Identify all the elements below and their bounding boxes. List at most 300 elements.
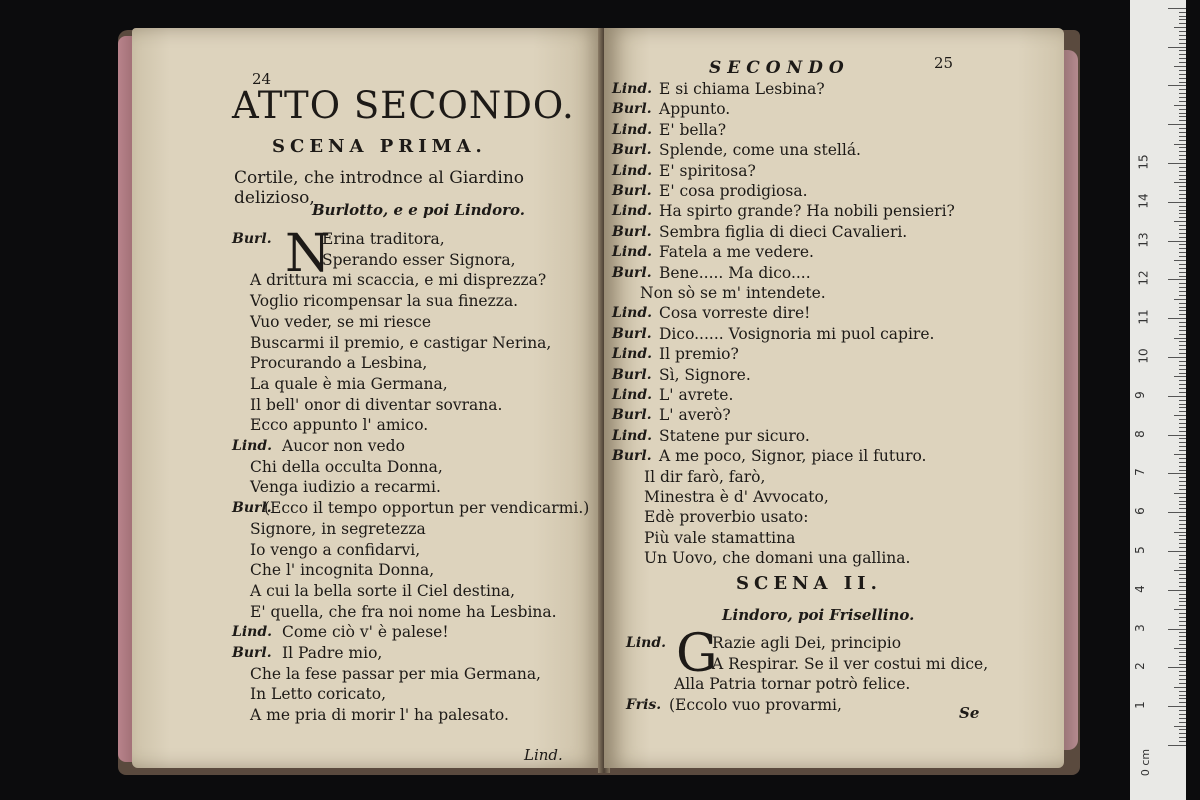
ruler-tick <box>1179 116 1186 117</box>
ruler-tick <box>1179 39 1186 40</box>
ruler-tick <box>1179 179 1186 180</box>
ruler-tick <box>1179 58 1186 59</box>
ruler-tick <box>1179 586 1186 587</box>
verse-line: E' spiritosa? <box>659 161 756 180</box>
ruler-tick <box>1179 679 1186 680</box>
verse-line: Voglio ricompensar la sua finezza. <box>250 292 519 311</box>
ruler-tick <box>1179 508 1186 509</box>
ruler-tick <box>1174 260 1186 261</box>
ruler-number: 12 <box>1136 270 1151 287</box>
ruler-tick <box>1179 97 1186 98</box>
ruler-tick <box>1179 248 1186 249</box>
ruler-tick <box>1179 559 1186 560</box>
ruler-tick <box>1168 202 1186 203</box>
ruler-tick <box>1174 648 1186 649</box>
ruler-tick <box>1179 652 1186 653</box>
speaker-label: Burl. <box>612 183 652 199</box>
ruler-unit-label: 0 cm <box>1139 748 1153 777</box>
verse-line: (Ecco il tempo opportun per vendicarmi.) <box>264 499 590 518</box>
ruler-tick <box>1179 489 1186 490</box>
verse-line: Venga iudizio a recarmi. <box>250 478 441 497</box>
ruler-tick <box>1179 310 1186 311</box>
ruler-tick <box>1179 54 1186 55</box>
ruler-number: 3 <box>1132 623 1147 632</box>
ruler-tick <box>1179 307 1186 308</box>
ruler-tick <box>1179 535 1186 536</box>
ruler-tick <box>1179 594 1186 595</box>
ruler-tick <box>1168 357 1186 358</box>
ruler-tick <box>1179 140 1186 141</box>
ruler-tick <box>1179 555 1186 556</box>
speaker-label: Burl. <box>612 264 652 281</box>
verse-line: E' quella, che fra noi nome ha Lesbina. <box>250 602 557 621</box>
page-number: 24 <box>252 70 272 88</box>
verse-line: Il Padre mio, <box>282 644 383 662</box>
ruler-tick <box>1179 485 1186 486</box>
ruler-tick <box>1179 477 1186 478</box>
ruler-tick <box>1179 504 1186 505</box>
ruler-tick <box>1174 27 1186 28</box>
ruler-tick <box>1179 147 1186 148</box>
ruler-tick <box>1179 516 1186 517</box>
ruler-tick <box>1179 691 1186 692</box>
ruler-tick <box>1179 291 1186 292</box>
ruler-tick <box>1179 698 1186 699</box>
speaker-label: Lind. <box>232 624 273 641</box>
ruler-tick <box>1179 737 1186 738</box>
scene-title: SCENA II. <box>736 573 882 594</box>
ruler-tick <box>1179 120 1186 121</box>
ruler-tick <box>1179 244 1186 245</box>
verse-line: Splende, come una stellá. <box>659 141 861 160</box>
verse-line: A me poco, Signor, piace il futuro. <box>659 447 927 466</box>
ruler-tick <box>1179 194 1186 195</box>
verse-line: Il dir farò, farò, <box>644 467 766 486</box>
ruler-tick <box>1179 70 1186 71</box>
ruler-tick <box>1179 361 1186 362</box>
ruler-tick <box>1174 609 1186 610</box>
speaker-label: Lind. <box>612 387 653 403</box>
ruler-tick <box>1179 16 1186 17</box>
ruler-tick <box>1179 50 1186 51</box>
ruler-tick <box>1179 167 1186 168</box>
ruler-tick <box>1179 198 1186 199</box>
verse-line: Buscarmi il premio, e castigar Nerina, <box>250 333 552 352</box>
ruler-tick <box>1179 369 1186 370</box>
ruler-number: 5 <box>1132 546 1147 554</box>
speaker-label: Lind. <box>612 427 653 444</box>
verse-line: Erina traditora, <box>322 230 445 248</box>
ruler-tick <box>1179 718 1186 719</box>
stage-direction: Cortile, che introdnce al Giardino delizioso, <box>234 168 525 208</box>
ruler-tick <box>1179 481 1186 482</box>
ruler-tick <box>1168 318 1186 319</box>
verse-line: Non sò se m' intendete. <box>640 284 826 302</box>
ruler-tick <box>1179 89 1186 90</box>
ruler-tick <box>1179 438 1186 439</box>
ruler-tick <box>1179 272 1186 273</box>
ruler-tick <box>1168 551 1186 552</box>
ruler-tick <box>1179 617 1186 618</box>
ruler-tick <box>1179 466 1186 467</box>
ruler-tick <box>1168 241 1186 242</box>
ruler-tick <box>1179 314 1186 315</box>
ruler-tick <box>1179 12 1186 13</box>
ruler-tick <box>1179 210 1186 211</box>
persons-list: Lindoro, poi Frisellino. <box>722 606 915 624</box>
ruler-number: 9 <box>1132 390 1147 399</box>
ruler-tick <box>1179 547 1186 548</box>
ruler-tick <box>1179 295 1186 296</box>
ruler-tick <box>1179 252 1186 253</box>
ruler-tick <box>1179 190 1186 191</box>
ruler-tick <box>1174 726 1186 727</box>
verse-line: (Eccolo vuo provarmi, <box>669 695 842 714</box>
left-page <box>132 28 604 768</box>
ruler-tick <box>1174 105 1186 106</box>
ruler-tick <box>1179 404 1186 405</box>
ruler-tick <box>1179 159 1186 160</box>
verse-line: Il premio? <box>659 345 739 364</box>
ruler-tick <box>1179 710 1186 711</box>
speaker-label: Lind. <box>612 346 653 363</box>
ruler-tick <box>1174 338 1186 339</box>
speaker-label: Lind. <box>612 203 653 220</box>
ruler-tick <box>1179 462 1186 463</box>
ruler-tick <box>1179 671 1186 672</box>
ruler-tick <box>1179 43 1186 44</box>
ruler-tick <box>1179 520 1186 521</box>
ruler-tick <box>1179 151 1186 152</box>
ruler-tick <box>1179 353 1186 354</box>
verse-line: A cui la bella sorte il Ciel destina, <box>250 581 516 600</box>
ruler-tick <box>1179 74 1186 75</box>
ruler-tick <box>1179 543 1186 544</box>
verse-line: Razie agli Dei, principio <box>712 634 902 652</box>
ruler-tick <box>1179 388 1186 389</box>
ruler-tick <box>1179 322 1186 323</box>
ruler-tick <box>1179 233 1186 234</box>
speaker-label: Burl. <box>612 407 652 424</box>
speaker-label: Lind. <box>612 162 653 179</box>
ruler-number: 15 <box>1136 154 1151 170</box>
ruler-tick <box>1179 62 1186 63</box>
speaker-label: Burl. <box>612 325 652 342</box>
ruler-tick <box>1179 632 1186 633</box>
verse-line: Dico...... Vosignoria mi puol capire. <box>659 324 935 343</box>
verse-line: Come ciò v' è palese! <box>282 623 449 642</box>
verse-line: Minestra è d' Avvocato, <box>644 488 829 506</box>
ruler-tick <box>1179 497 1186 498</box>
verse-line: Aucor non vedo <box>282 437 405 455</box>
ruler-tick <box>1179 283 1186 284</box>
verse-line: Signore, in segretezza <box>250 519 426 538</box>
ruler-tick <box>1179 78 1186 79</box>
ruler-tick <box>1168 745 1186 746</box>
ruler-tick <box>1179 675 1186 676</box>
ruler-tick <box>1174 299 1186 300</box>
verse-line: Sperando esser Signora, <box>322 250 516 269</box>
ruler-number: 13 <box>1136 231 1151 248</box>
ruler-tick <box>1179 31 1186 32</box>
verse-line: A Respirar. Se il ver costui mi dice, <box>712 654 989 673</box>
ruler-tick <box>1179 574 1186 575</box>
ruler-tick <box>1174 144 1186 145</box>
ruler-tick <box>1179 225 1186 226</box>
speaker-label: Lind. <box>612 244 653 261</box>
ruler-tick <box>1179 470 1186 471</box>
ruler-tick <box>1179 345 1186 346</box>
ruler-tick <box>1179 582 1186 583</box>
verse-line: A drittura mi scaccia, e mi disprezza? <box>250 271 547 290</box>
speaker-label: Burl. <box>612 101 652 118</box>
speaker-label: Burl. <box>612 366 652 383</box>
ruler-tick <box>1179 341 1186 342</box>
ruler-tick <box>1179 656 1186 657</box>
verse-line: La quale è mia Germana, <box>250 374 448 393</box>
running-head: SECONDO <box>709 58 850 78</box>
ruler-number: 1 <box>1132 701 1147 710</box>
speaker-label: Burl. <box>232 500 272 517</box>
ruler-tick <box>1179 380 1186 381</box>
verse-line: Alla Patria tornar potrò felice. <box>674 675 911 693</box>
ruler-tick <box>1179 82 1186 83</box>
ruler-tick <box>1179 268 1186 269</box>
ruler-tick <box>1168 512 1186 513</box>
ruler-tick <box>1179 431 1186 432</box>
ruler-tick <box>1174 415 1186 416</box>
speaker-label: Lind. <box>612 121 653 138</box>
speaker-label: Burl. <box>612 142 652 159</box>
verse-line: Ha spirto grande? Ha nobili pensieri? <box>659 202 955 221</box>
ruler-tick <box>1179 664 1186 665</box>
ruler-tick <box>1179 423 1186 424</box>
ruler-tick <box>1179 450 1186 451</box>
ruler-tick <box>1179 598 1186 599</box>
ruler-tick <box>1179 733 1186 734</box>
verse-line: Appunto. <box>659 100 731 119</box>
ruler-tick <box>1179 256 1186 257</box>
verse-line: E si chiama Lesbina? <box>659 80 825 98</box>
ruler-tick <box>1179 365 1186 366</box>
ruler-tick <box>1179 217 1186 218</box>
ruler-number: 4 <box>1132 584 1147 593</box>
ruler-tick <box>1168 706 1186 707</box>
ruler-tick <box>1179 109 1186 110</box>
ruler-number: 8 <box>1132 429 1147 438</box>
ruler-tick <box>1179 171 1186 172</box>
drop-cap: G <box>676 624 718 684</box>
ruler-tick <box>1179 303 1186 304</box>
ruler-number: 11 <box>1136 309 1151 325</box>
ruler-tick <box>1179 695 1186 696</box>
ruler-tick <box>1179 578 1186 579</box>
ruler-number: 10 <box>1136 348 1151 364</box>
verse-line: Che la fese passar per mia Germana, <box>250 664 541 683</box>
verse-line: Statene pur sicuro. <box>659 426 810 445</box>
measurement-ruler <box>1130 0 1186 800</box>
ruler-tick <box>1168 47 1186 48</box>
ruler-number: 14 <box>1136 193 1151 209</box>
ruler-tick <box>1179 373 1186 374</box>
verse-line: Sembra figlia di dieci Cavalieri. <box>659 222 908 241</box>
act-title: ATTO SECONDO. <box>232 84 575 127</box>
speaker-label: Burl. <box>612 448 652 465</box>
speaker-label: Lind. <box>612 305 653 322</box>
ruler-tick <box>1179 407 1186 408</box>
speaker-label: Lind. <box>626 635 667 651</box>
ruler-tick <box>1174 376 1186 377</box>
ruler-tick <box>1179 213 1186 214</box>
ruler-tick <box>1179 330 1186 331</box>
ruler-tick <box>1168 396 1186 397</box>
ruler-tick <box>1179 621 1186 622</box>
right-page <box>604 28 1064 768</box>
ruler-number: 7 <box>1132 468 1147 477</box>
ruler-tick <box>1179 35 1186 36</box>
ruler-tick <box>1168 435 1186 436</box>
verse-line: A me pria di morir l' ha palesato. <box>250 706 509 725</box>
verse-line: L' avrete. <box>659 386 734 404</box>
ruler-tick <box>1179 128 1186 129</box>
verse-line: Che l' incognita Donna, <box>250 561 435 580</box>
ruler-tick <box>1179 186 1186 187</box>
ruler-tick <box>1179 19 1186 20</box>
ruler-tick <box>1168 124 1186 125</box>
drop-cap: N <box>285 224 331 284</box>
ruler-tick <box>1179 334 1186 335</box>
ruler-tick <box>1174 66 1186 67</box>
ruler-tick <box>1174 182 1186 183</box>
ruler-tick <box>1179 625 1186 626</box>
verse-line: Edè proverbio usato: <box>644 508 809 527</box>
ruler-tick <box>1179 636 1186 637</box>
ruler-tick <box>1179 419 1186 420</box>
verse-line: In Letto coricato, <box>250 685 387 704</box>
verse-line: Chi della occulta Donna, <box>250 457 443 476</box>
ruler-tick <box>1179 349 1186 350</box>
ruler-tick <box>1174 454 1186 455</box>
ruler-tick <box>1179 276 1186 277</box>
ruler-tick <box>1179 563 1186 564</box>
ruler-tick <box>1179 446 1186 447</box>
ruler-tick <box>1179 501 1186 502</box>
ruler-tick <box>1168 667 1186 668</box>
ruler-tick <box>1168 629 1186 630</box>
ruler-tick <box>1179 384 1186 385</box>
ruler-tick <box>1179 442 1186 443</box>
ruler-tick <box>1168 473 1186 474</box>
ruler-tick <box>1179 539 1186 540</box>
ruler-number: 2 <box>1132 662 1147 671</box>
ruler-tick <box>1179 206 1186 207</box>
ruler-tick <box>1179 93 1186 94</box>
speaker-label: Burl. <box>612 223 652 240</box>
verse-line: Sì, Signore. <box>659 365 751 384</box>
ruler-tick <box>1179 601 1186 602</box>
ruler-tick <box>1168 163 1186 164</box>
ruler-tick <box>1179 101 1186 102</box>
ruler-tick <box>1174 570 1186 571</box>
ruler-tick <box>1179 392 1186 393</box>
verse-line: E' bella? <box>659 120 727 139</box>
ruler-tick <box>1179 722 1186 723</box>
ruler-tick <box>1179 528 1186 529</box>
ruler-tick <box>1168 8 1186 9</box>
verse-line: Bene..... Ma dico.... <box>659 263 811 282</box>
ruler-tick <box>1168 590 1186 591</box>
ruler-tick <box>1179 287 1186 288</box>
ruler-tick <box>1179 411 1186 412</box>
ruler-tick <box>1179 458 1186 459</box>
ruler-tick <box>1179 640 1186 641</box>
ruler-tick <box>1179 605 1186 606</box>
ruler-tick <box>1179 23 1186 24</box>
verse-line: Procurando a Lesbina, <box>250 354 428 373</box>
verse-line: Io vengo a confidarvi, <box>250 540 421 559</box>
ruler-tick <box>1179 113 1186 114</box>
verse-line: Cosa vorreste dire! <box>659 304 811 323</box>
ruler-tick <box>1179 644 1186 645</box>
ruler-tick <box>1174 687 1186 688</box>
ruler-tick <box>1179 400 1186 401</box>
catchword: Lind. <box>524 746 563 764</box>
verse-line: E' cosa prodigiosa. <box>659 182 808 200</box>
speaker-label: Lind. <box>232 438 273 454</box>
ruler-tick <box>1179 613 1186 614</box>
ruler-tick <box>1179 132 1186 133</box>
speaker-label: Fris. <box>626 696 662 713</box>
page-number: 25 <box>934 54 954 72</box>
ruler-tick <box>1179 264 1186 265</box>
ruler-tick <box>1179 229 1186 230</box>
ruler-tick <box>1179 702 1186 703</box>
verse-line: Il bell' onor di diventar sovrana. <box>250 395 503 414</box>
ruler-tick <box>1179 175 1186 176</box>
speaker-label: Burl. <box>232 645 272 661</box>
speaker-label: Lind. <box>612 81 653 97</box>
ruler-tick <box>1174 493 1186 494</box>
ruler-tick <box>1168 279 1186 280</box>
ruler-tick <box>1179 136 1186 137</box>
ruler-tick <box>1179 427 1186 428</box>
verse-line: L' averò? <box>659 406 731 425</box>
verse-line: Fatela a me vedere. <box>659 243 814 262</box>
ruler-tick <box>1179 326 1186 327</box>
verse-line: Vuo veder, se mi riesce <box>250 312 432 331</box>
ruler-tick <box>1179 155 1186 156</box>
ruler-tick <box>1179 714 1186 715</box>
speaker-label: Burl. <box>232 231 272 247</box>
ruler-tick <box>1168 85 1186 86</box>
ruler-tick <box>1179 660 1186 661</box>
verse-line: Ecco appunto l' amico. <box>250 416 429 435</box>
ruler-tick <box>1179 567 1186 568</box>
verse-line: Più vale stamattina <box>644 528 796 547</box>
ruler-tick <box>1179 683 1186 684</box>
scene-title: SCENA PRIMA. <box>272 136 487 157</box>
ruler-tick <box>1174 221 1186 222</box>
verse-line: Un Uovo, che domani una gallina. <box>644 549 911 568</box>
persons-list: Burlotto, e e poi Lindoro. <box>312 201 525 219</box>
catchword: Se <box>959 704 980 722</box>
ruler-tick <box>1179 729 1186 730</box>
ruler-tick <box>1174 532 1186 533</box>
ruler-number: 6 <box>1132 507 1147 516</box>
ruler-tick <box>1179 741 1186 742</box>
ruler-tick <box>1179 524 1186 525</box>
ruler-tick <box>1179 237 1186 238</box>
